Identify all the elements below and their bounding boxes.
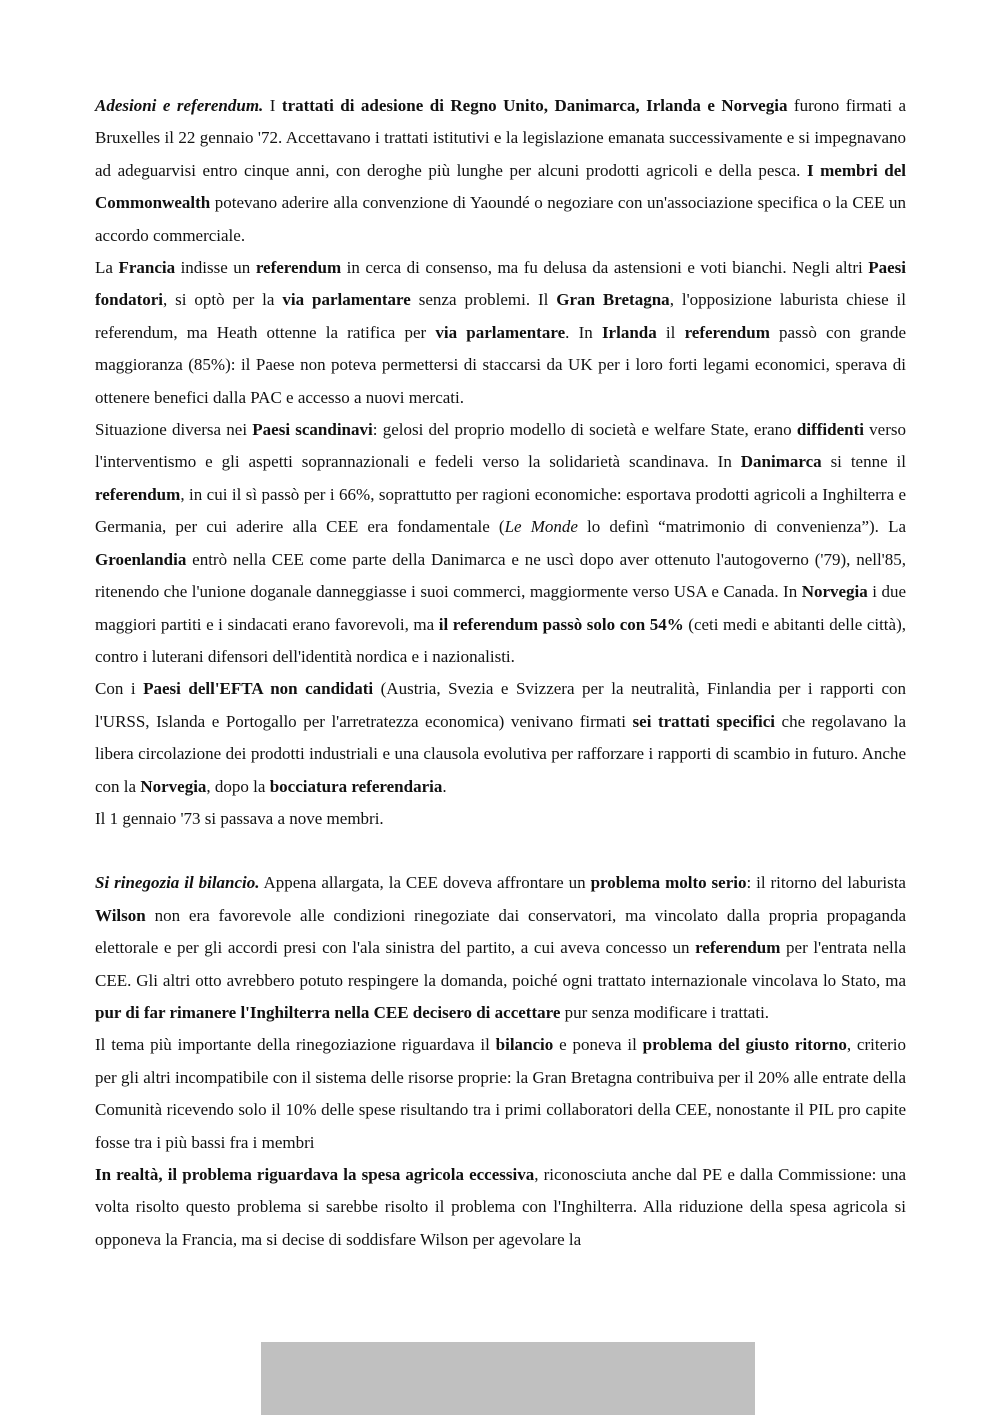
- bold-text: problema del giusto ritorno: [642, 1035, 847, 1055]
- bold-text: Paesi scandinavi: [252, 420, 373, 440]
- bold-text: referendum: [695, 938, 781, 958]
- bold-text: Wilson: [95, 905, 146, 925]
- bold-text: diffidenti: [796, 420, 864, 440]
- bold-text: via parlamentare: [282, 290, 411, 310]
- bold-text: Groenlandia: [95, 549, 187, 569]
- text-run: verso l'interventismo e gli aspetti soprannazionali e fedeli verso la solidarietà scandinava. In: [95, 420, 907, 472]
- text-run: che regolavano la libera circolazione dei prodotti industriali e una clausola evolutiva per rafforzare i rapporti di scambio in futuro. Anche con la: [95, 711, 906, 796]
- text-run: (ceti medi e abitanti delle città), contro i luterani difensori dell'identità nordica e i nazionalisti.: [95, 614, 906, 666]
- text-run: I: [263, 96, 282, 115]
- paragraph-spesa-agricola: [95, 1159, 906, 1256]
- text-run: , dopo la: [206, 776, 270, 796]
- text-run: i due maggiori partiti e i sindacati erano favorevoli, ma: [95, 582, 906, 634]
- bold-text: Paesi dell'EFTA non candidati: [143, 679, 374, 699]
- text-run: lo definì “matrimonio di convenienza”). La: [577, 517, 906, 537]
- paragraph-adesioni: [95, 90, 906, 252]
- bold-text: In realtà, il problema riguardava la spesa agricola eccessiva: [95, 1165, 535, 1184]
- bold-text: Danimarca: [740, 452, 822, 472]
- text-run: il: [656, 322, 685, 342]
- text-run: passò con grande maggioranza (85%): il Paese non poteva permettersi di staccarsi da UK per i loro forti legami economici, sperava di ottenere benefici dalla PAC e accesso a nuovi mercati.: [95, 322, 907, 407]
- paragraph-nove-membri: [95, 803, 906, 835]
- text-run: e poneva il: [553, 1035, 643, 1055]
- bold-text: bilancio: [495, 1035, 554, 1055]
- text-run: indisse un: [175, 258, 256, 278]
- text-run: , criterio per gli altri incompatibile con il sistema delle risorse proprie: la Gran Bretagna contribuiva per il 20% alle entrate della Comunità ricevendo solo il 10% delle spese risultando tra i primi collaboratori della CEE, nonostante il PIL pro capite fosse tra i più bassi fra i membri: [95, 1035, 907, 1152]
- bold-text: trattati di adesione di Regno Unito, Danimarca, Irlanda e Norvegia: [281, 96, 788, 115]
- bold-text: problema molto serio: [590, 873, 747, 893]
- text-run: Situazione diversa nei: [95, 420, 253, 440]
- text-run: : il ritorno del laburista: [746, 873, 906, 893]
- footer-gray-bar: [261, 1342, 755, 1415]
- text-run: , si optò per la: [163, 290, 283, 310]
- bold-text: pur di far rimanere l'Inghilterra nella CEE decisero di accettare: [95, 1002, 561, 1022]
- text-run: furono firmati a Bruxelles il 22 gennaio '72. Accettavano i trattati istitutivi e la legislazione emanata successivamente e si impegnavano ad adeguarvisi entro cinque anni, con deroghe più lunghe per alcuni prodotti agricoli e della pesca.: [95, 96, 906, 180]
- text-run: . In: [565, 322, 602, 342]
- italic-text: Le Monde: [504, 517, 578, 537]
- bold-text: bocciatura referendaria: [269, 776, 443, 796]
- text-run: , l'opposizione laburista chiese il referendum, ma Heath ottenne la ratifica per: [95, 290, 907, 342]
- text-run: Il tema più importante della rinegoziazione riguardava il: [95, 1035, 496, 1055]
- bold-text: Norvegia: [140, 776, 207, 796]
- paragraph-paesi-scandinavi: [95, 414, 906, 673]
- text-run: potevano aderire alla convenzione di Yaoundé o negoziare con un'associazione specifica o la CEE un accordo commerciale.: [95, 193, 906, 245]
- bold-text: via parlamentare: [435, 322, 566, 342]
- bold-text: referendum: [255, 258, 342, 278]
- text-run: Il 1 gennaio '73 si passava a nove membri.: [95, 808, 384, 828]
- bold-text: Francia: [118, 258, 176, 278]
- text-run: : gelosi del proprio modello di società e welfare State, erano: [372, 420, 797, 440]
- bold-text: Norvegia: [801, 582, 868, 602]
- text-run: si tenne il: [821, 452, 906, 472]
- text-run: pur senza modificare i trattati.: [560, 1002, 770, 1022]
- text-run: (Austria, Svezia e Svizzera per la neutralità, Finlandia per i rapporti con l'URSS, Islanda e Portogallo per l'arretratezza economica) venivano firmati: [95, 679, 906, 731]
- paragraph-referendum-francia: [95, 252, 906, 414]
- text-run: Con i: [95, 679, 144, 699]
- bold-text: referendum: [684, 322, 770, 342]
- bold-text: Gran Bretagna: [556, 290, 670, 310]
- paragraph-efta: [95, 673, 906, 803]
- text-run: , riconosciuta anche dal PE e dalla Commissione: una volta risolto questo problema si sarebbe risolto il problema con l'Inghilterra. Alla riduzione della spesa agricola si opponeva la Francia, ma si decise di soddisfare Wilson per agevolare la: [95, 1165, 906, 1249]
- bold-text: Irlanda: [601, 322, 657, 342]
- text-run: Appena allargata, la CEE doveva affrontare un: [259, 873, 591, 893]
- text-run: non era favorevole alle condizioni rinegoziate dai conservatori, ma vincolato dalla propria propaganda elettorale e per gli accordi presi con l'ala sinistra del partito, a cui aveva concesso un: [95, 905, 906, 958]
- text-run: .: [442, 776, 447, 796]
- section-heading: Si rinegozia il bilancio.: [95, 873, 260, 893]
- bold-text: Paesi fondatori: [95, 258, 907, 310]
- text-run: per l'entrata nella CEE. Gli altri otto avrebbero potuto respingere la domanda, poiché ogni trattato internazionale vincolava lo Stato, ma: [95, 938, 907, 990]
- bold-text: referendum: [95, 484, 181, 504]
- paragraph-giusto-ritorno: [95, 1029, 906, 1159]
- bold-text: I membri del Commonwealth: [95, 160, 906, 213]
- paragraph-rinegozia-bilancio: [95, 867, 906, 1029]
- section-heading: Adesioni e referendum.: [95, 96, 264, 115]
- text-run: senza problemi. Il: [410, 290, 557, 310]
- bold-text: sei trattati specifici: [632, 711, 775, 731]
- bold-text: il referendum passò solo con 54%: [438, 614, 684, 634]
- document-body: [95, 90, 906, 1256]
- text-run: La: [95, 258, 119, 278]
- text-run: , in cui il sì passò per i 66%, soprattutto per ragioni economiche: esportava prodotti agricoli a Inghilterra e Germania, per cui aderire alla CEE era fondamentale (: [95, 484, 906, 537]
- text-run: entrò nella CEE come parte della Danimarca e ne uscì dopo aver ottenuto l'autogoverno ('79), nell'85, ritenendo che l'unione doganale danneggiasse i suoi commerci, maggiormente verso USA e Canada. In: [95, 549, 906, 602]
- text-run: in cerca di consenso, ma fu delusa da astensioni e voti bianchi. Negli altri: [341, 258, 869, 278]
